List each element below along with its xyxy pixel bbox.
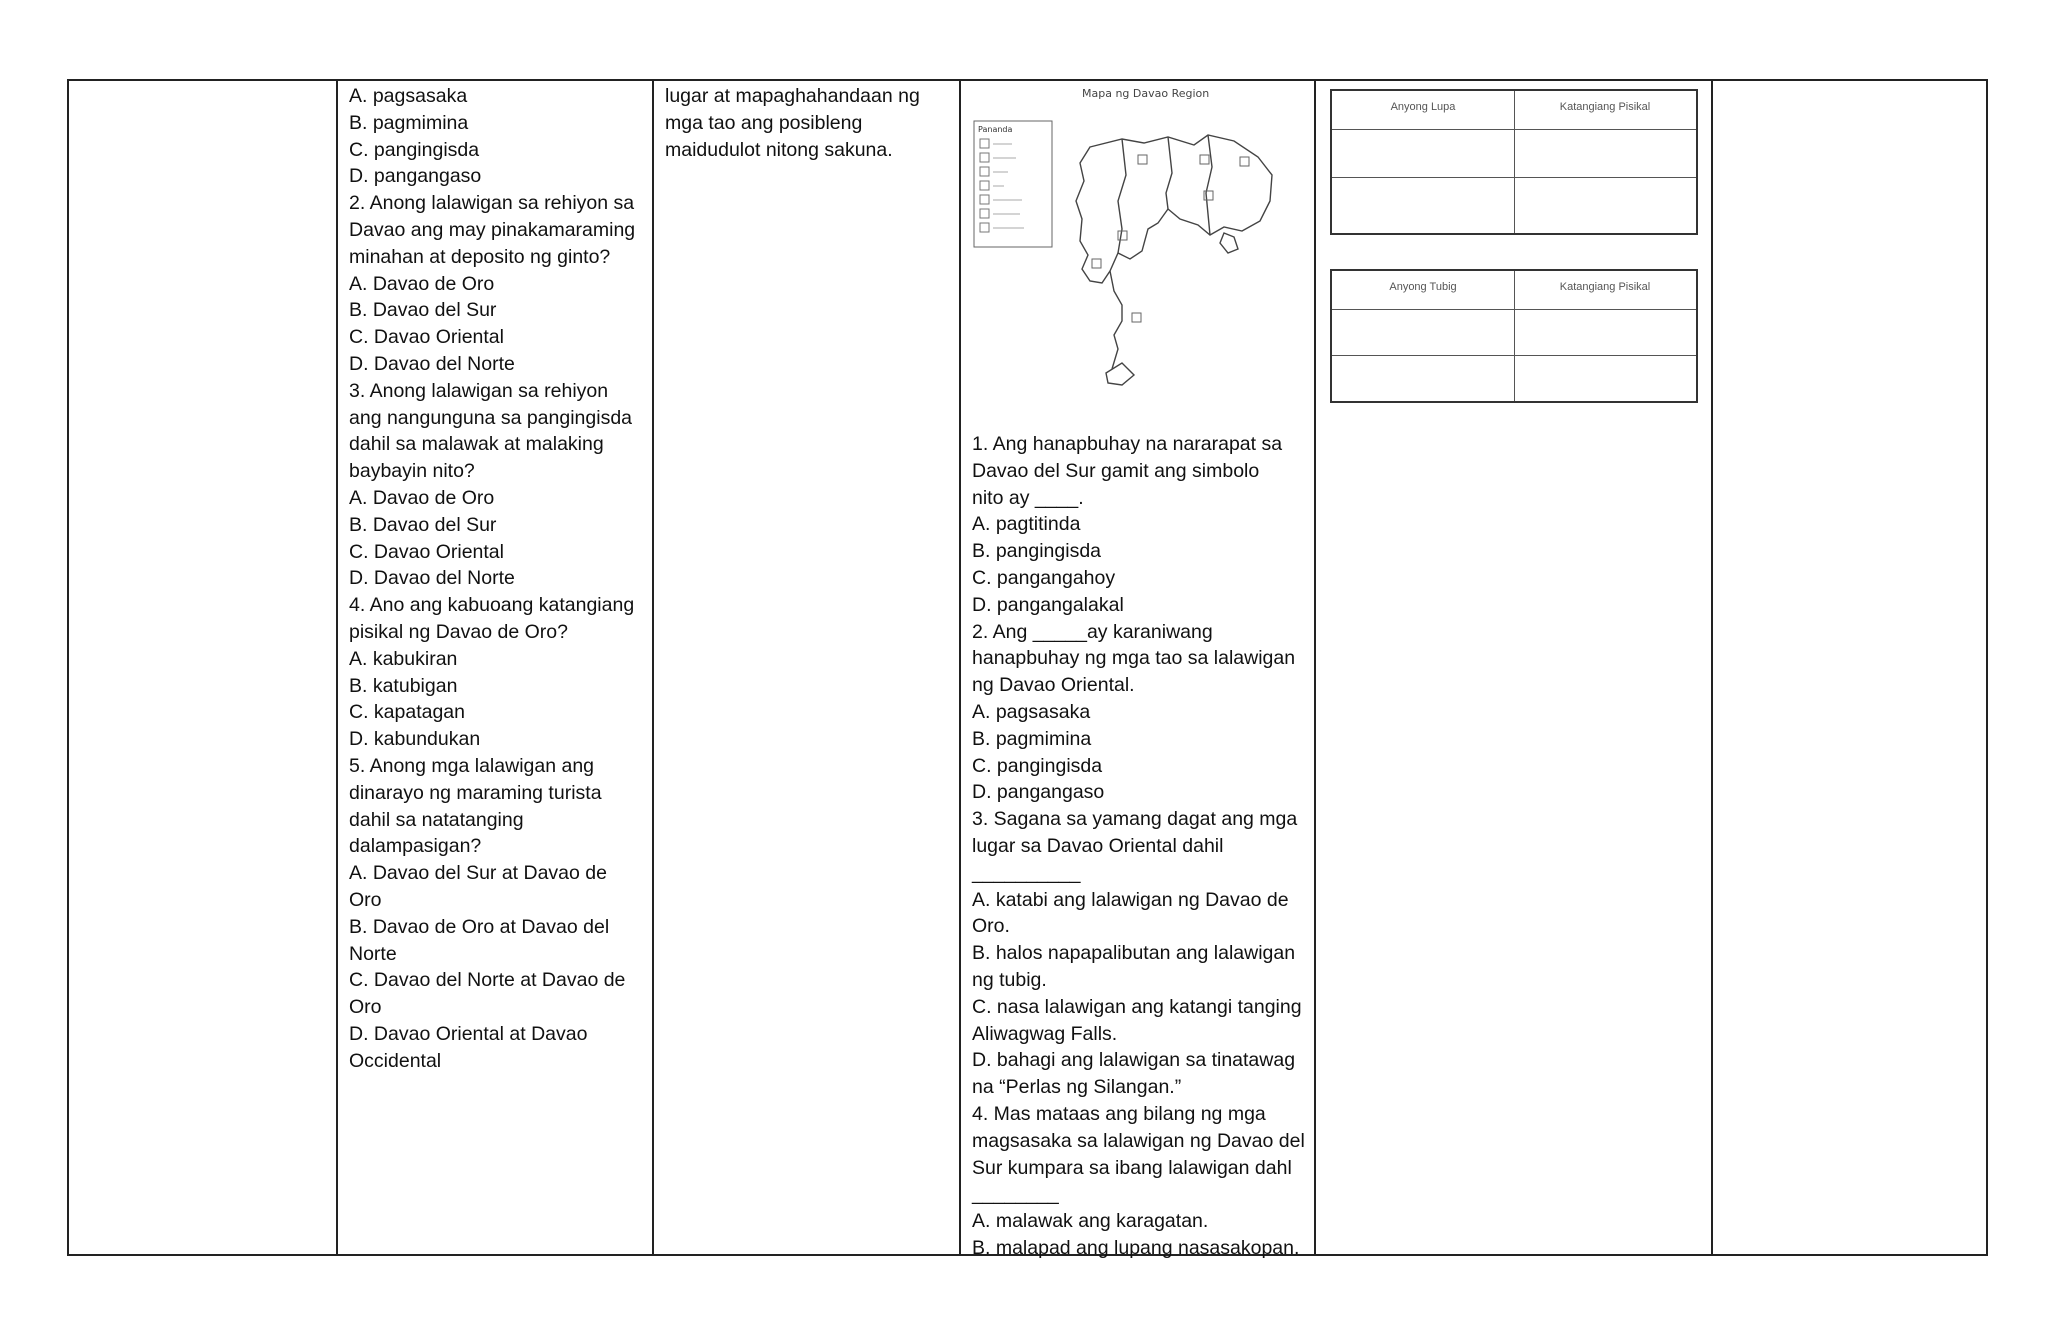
text-line: baybayin nito? — [349, 460, 475, 483]
text-line: B. halos napapalibutan ang lalawigan — [972, 942, 1296, 965]
legend-title: Pananda — [978, 125, 1013, 134]
text-line: C. pangingisda — [349, 138, 480, 161]
text-line: na “Perlas ng Silangan.” — [972, 1076, 1182, 1099]
text-line: dalampasigan? — [349, 835, 482, 858]
text-line: ng Davao Oriental. — [972, 674, 1135, 697]
text-line: 2. Ang _____ay karaniwang — [972, 620, 1213, 643]
text-line: D. bahagi ang lalawigan sa tinatawag — [972, 1049, 1296, 1072]
lesson-table — [67, 79, 1988, 1259]
text-line: maidudulot nitong sakuna. — [665, 138, 893, 161]
quiz-questions-column-2 — [349, 83, 635, 1074]
header-anyong-tubig: Anyong Tubig — [1389, 281, 1457, 293]
column-1 — [69, 81, 338, 1254]
text-line: A. pagsasaka — [972, 700, 1091, 723]
text-line: 4. Mas mataas ang bilang ng mga — [972, 1102, 1266, 1125]
anyong-lupa-table — [1330, 89, 1698, 235]
text-line: D. pangangalakal — [972, 593, 1124, 616]
text-line: C. pangangahoy — [972, 566, 1116, 589]
map-outline — [1076, 135, 1272, 385]
text-line: A. Davao de Oro — [349, 486, 495, 509]
text-line: pisikal ng Davao de Oro? — [349, 620, 568, 643]
column-5 — [1316, 81, 1713, 1254]
text-line: B. pagmimina — [349, 111, 469, 134]
text-line: hanapbuhay ng mga tao sa lalawigan — [972, 647, 1296, 670]
text-line: A. pagtitinda — [972, 513, 1081, 536]
text-line: C. Davao Oriental — [349, 540, 504, 563]
text-line: ________ — [972, 1183, 1059, 1206]
text-line: Oro — [349, 996, 382, 1019]
text-line: Oro. — [972, 915, 1010, 938]
text-line: lugar sa Davao Oriental dahil — [972, 834, 1224, 857]
text-line: dahil sa malawak at malaking — [349, 433, 604, 456]
text-line: C. Davao del Norte at Davao de — [349, 969, 626, 992]
text-line: B. Davao del Sur — [349, 513, 497, 536]
map-legend — [974, 121, 1052, 247]
text-line: D. pangangaso — [972, 781, 1105, 804]
column-6 — [1713, 81, 1986, 1254]
text-line: Aliwagwag Falls. — [972, 1022, 1118, 1045]
text-line: 4. Ano ang kabuoang katangiang — [349, 594, 635, 617]
text-line: B. katubigan — [349, 674, 458, 697]
text-line: A. Davao del Sur at Davao de — [349, 862, 607, 885]
text-line: nito ay ____. — [972, 486, 1084, 509]
text-line: C. nasa lalawigan ang katangi tanging — [972, 995, 1302, 1018]
text-line: ang nangunguna sa pangingisda — [349, 406, 633, 429]
text-line: dahil sa natatanging — [349, 808, 524, 831]
text-line: magsasaka sa lalawigan ng Davao del — [972, 1129, 1305, 1152]
text-line: Davao ang may pinakamaraming — [349, 218, 636, 241]
text-line: B. Davao de Oro at Davao del — [349, 915, 610, 938]
text-line: Davao del Sur gamit ang simbolo — [972, 459, 1260, 482]
header-katangiang-pisikal: Katangiang Pisikal — [1559, 101, 1651, 113]
header-katangiang-pisikal-2: Katangiang Pisikal — [1559, 281, 1651, 293]
text-line: 3. Anong lalawigan sa rehiyon — [349, 379, 609, 402]
preparedness-text — [665, 83, 920, 163]
text-line: A. malawak ang karagatan. — [972, 1210, 1209, 1233]
column-3 — [654, 81, 961, 1254]
text-line: ng tubig. — [972, 968, 1047, 991]
text-line: D. Davao Oriental at Davao — [349, 1022, 588, 1045]
text-line: __________ — [972, 861, 1081, 884]
text-line: B. malapad ang lupang nasasakopan. — [972, 1236, 1300, 1259]
text-line: 3. Sagana sa yamang dagat ang mga — [972, 808, 1298, 831]
text-line: mga tao ang posibleng — [665, 111, 863, 134]
text-line: A. pagsasaka — [349, 85, 468, 107]
text-line: Sur kumpara sa ibang lalawigan dahl — [972, 1156, 1292, 1179]
text-line: A. kabukiran — [349, 647, 458, 670]
text-line: D. Davao del Norte — [349, 567, 515, 590]
quiz-questions-column-4 — [972, 431, 1305, 1262]
davao-region-map — [972, 83, 1312, 413]
text-line: C. pangingisda — [972, 754, 1103, 777]
text-line: Norte — [349, 942, 397, 965]
anyong-tubig-table — [1330, 269, 1698, 403]
text-line: dinarayo ng maraming turista — [349, 781, 602, 804]
text-line: minahan at deposito ng ginto? — [349, 245, 611, 268]
column-4 — [961, 81, 1316, 1259]
text-line: A. Davao de Oro — [349, 272, 495, 295]
text-line: 2. Anong lalawigan sa rehiyon sa — [349, 192, 635, 215]
text-line: B. pagmimina — [972, 727, 1092, 750]
text-line: B. pangingisda — [972, 540, 1102, 563]
text-line: D. Davao del Norte — [349, 352, 515, 375]
text-line: 5. Anong mga lalawigan ang — [349, 754, 595, 777]
text-line: Oro — [349, 888, 382, 911]
text-line: D. pangangaso — [349, 165, 482, 188]
header-anyong-lupa: Anyong Lupa — [1390, 101, 1456, 113]
text-line: A. katabi ang lalawigan ng Davao de — [972, 888, 1289, 911]
text-line: 1. Ang hanapbuhay na nararapat sa — [972, 433, 1283, 455]
map-figure — [972, 83, 1312, 413]
column-2 — [338, 81, 654, 1254]
text-line: lugar at mapaghahandaan ng — [665, 85, 920, 107]
text-line: D. kabundukan — [349, 728, 481, 751]
text-line: Occidental — [349, 1049, 442, 1072]
text-line: C. Davao Oriental — [349, 326, 504, 349]
map-title: Mapa ng Davao Region — [1082, 87, 1210, 100]
text-line: C. kapatagan — [349, 701, 466, 724]
text-line: B. Davao del Sur — [349, 299, 497, 322]
